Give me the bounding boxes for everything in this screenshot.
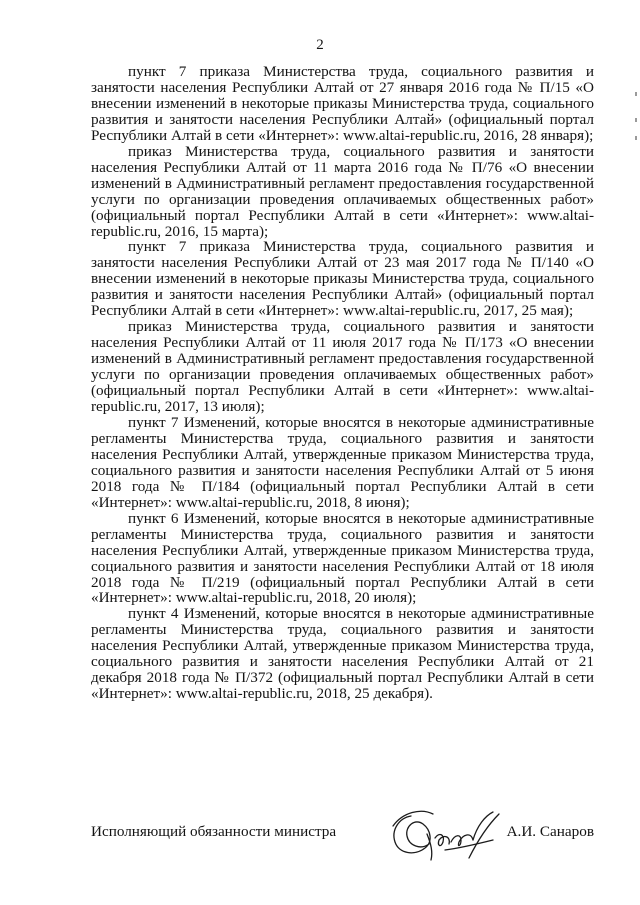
page-number: 2 [316,37,324,53]
list-item: пункт 7 приказа Министерства труда, социального развития и занятости населения Республики Алтай от 23 мая 2017 года № П/140 «О внесении изменений в некоторые приказы Министерства труда, социального развития и занятости населения Республики Алтай» (официальный портал Республики Алтай в сети «Интернет»: www.altai-republic.ru, 2017, 25 мая); [91,238,594,320]
list-item: приказ Министерства труда, социального развития и занятости населения Республики Алтай от 11 марта 2016 года № П/76 «О внесении изменений в Административный регламент предоставления государственной услуги по организации проведения оплачиваемых общественных работ» (официальный портал Республики Алтай в сети «Интернет»: www.altai-republic.ru, 2016, 15 марта); [91,142,594,240]
signatory-position: Исполняющий обязанности министра [91,823,337,840]
scan-edge-mark [635,92,637,96]
list-item: пункт 4 Изменений, которые вносятся в некоторые административные регламенты Министерства труда, социального развития и занятости населения Республики Алтай, утвержденные приказом Министерства труда, социального развития и занятости населения Республики Алтай от 21 декабря 2018 года № П/372 (официальный портал Республики Алтай в сети «Интернет»: www.altai-republic.ru, 2018, 25 декабря). [91,605,594,703]
handwritten-signature-icon [381,804,511,866]
signature-block [91,812,594,862]
scan-edge-mark [635,136,637,140]
signatory-name: А.И. Санаров [506,823,594,840]
list-item: пункт 7 приказа Министерства труда, социального развития и занятости населения Республики Алтай от 27 января 2016 года № П/15 «О внесении изменений в некоторые приказы Министерства труда, социального развития и занятости населения Республики Алтай» (официальный портал Республики Алтай в сети «Интернет»: www.altai-republic.ru, 2016, 28 января); [91,63,594,144]
list-item: приказ Министерства труда, социального развития и занятости населения Республики Алтай от 11 июля 2017 года № П/173 «О внесении изменений в Административный регламент предоставления государственной услуги по организации проведения оплачиваемых общественных работ» (официальный портал Республики Алтай в сети «Интернет»: www.altai-republic.ru, 2017, 13 июля); [91,318,594,416]
list-item: пункт 7 Изменений, которые вносятся в некоторые административные регламенты Министерства труда, социального развития и занятости населения Республики Алтай, утвержденные приказом Министерства труда, социального развития и занятости населения Республики Алтай от 5 июня 2018 года № П/184 (официальный портал Республики Алтай в сети «Интернет»: www.altai-republic.ru, 2018, 8 июня); [91,413,594,511]
list-item: пункт 6 Изменений, которые вносятся в некоторые административные регламенты Министерства труда, социального развития и занятости населения Республики Алтай, утвержденные приказом Министерства труда, социального развития и занятости населения Республики Алтай от 18 июля 2018 года № П/219 (официальный портал Республики Алтай в сети «Интернет»: www.altai-republic.ru, 2018, 20 июля); [91,509,594,607]
document-body [91,64,594,702]
scan-edge-mark [635,118,637,122]
